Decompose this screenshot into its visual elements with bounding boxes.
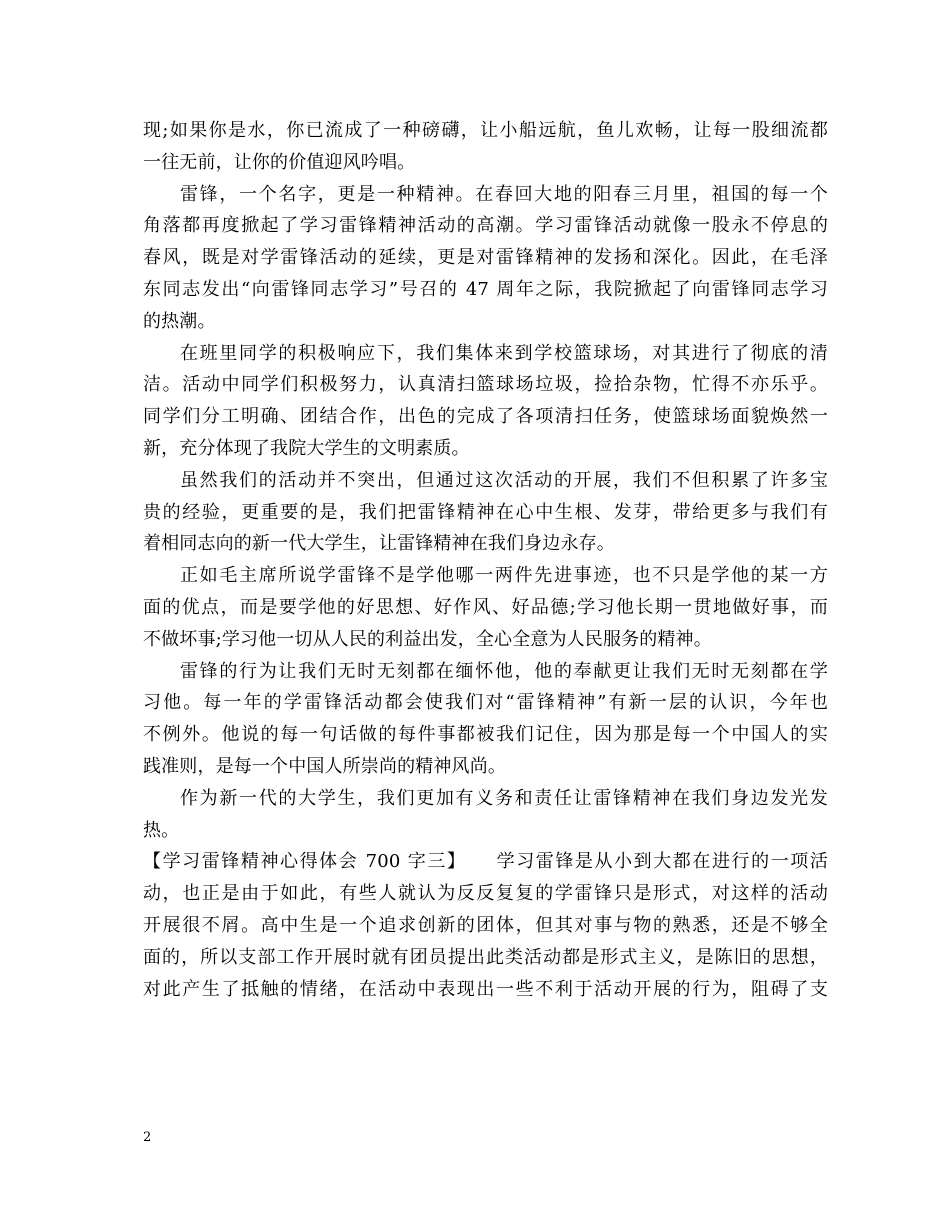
text-line: 开展很不屑。高中生是一个追求创新的团体，但其对事与物的熟悉，还是不够全 <box>143 914 828 936</box>
text-line: 东同志发出“向雷锋同志学习”号召的 47 周年之际，我院掀起了向雷锋同志学习 <box>143 278 828 300</box>
text-line: 雷锋，一个名字，更是一种精神。在春回大地的阳春三月里，祖国的每一个 <box>180 183 828 205</box>
text-line: 春风，既是对学雷锋活动的延续，更是对雷锋精神的发扬和深化。因此，在毛泽 <box>143 247 828 269</box>
body-text <box>143 115 828 1005</box>
text-line: 同学们分工明确、团结合作，出色的完成了各项清扫任务，使篮球场面貌焕然一 <box>143 406 828 428</box>
text-line: 不例外。他说的每一句话做的每件事都被我们记住，因为那是每一个中国人的实 <box>143 724 828 746</box>
text-line: 在班里同学的积极响应下，我们集体来到学校篮球场，对其进行了彻底的清 <box>180 342 828 364</box>
text-line: 习他。每一年的学雷锋活动都会使我们对“雷锋精神”有新一层的认识，今年也 <box>143 692 828 714</box>
text-line: 【学习雷锋精神心得体会 700 字三】 学习雷锋是从小到大都在进行的一项活 <box>143 851 828 873</box>
text-line: 贵的经验，更重要的是，我们把雷锋精神在心中生根、发芽，带给更多与我们有 <box>143 501 828 523</box>
text-line: 新，充分体现了我院大学生的文明素质。 <box>143 437 470 459</box>
text-line: 面的，所以支部工作开展时就有团员提出此类活动都是形式主义，是陈旧的思想， <box>143 946 828 968</box>
text-line: 一往无前，让你的价值迎风吟唱。 <box>143 151 416 173</box>
text-line: 面的优点，而是要学他的好思想、好作风、好品德;学习他长期一贯地做好事，而 <box>143 596 828 618</box>
text-line: 对此产生了抵触的情绪，在活动中表现出一些不利于活动开展的行为，阻碍了支 <box>143 978 828 1000</box>
text-line: 角落都再度掀起了学习雷锋精神活动的高潮。学习雷锋活动就像一股永不停息的 <box>143 215 828 237</box>
text-line: 践准则，是每一个中国人所崇尚的精神风尚。 <box>143 755 506 777</box>
text-line: 现;如果你是水，你已流成了一种磅礴，让小船远航，鱼儿欢畅，让每一股细流都 <box>143 120 828 141</box>
text-line: 虽然我们的活动并不突出，但通过这次活动的开展，我们不但积累了许多宝 <box>180 469 828 491</box>
page-number: 2 <box>143 1130 152 1145</box>
text-line: 动，也正是由于如此，有些人就认为反反复复的学雷锋只是形式，对这样的活动 <box>143 883 828 905</box>
text-line: 雷锋的行为让我们无时无刻都在缅怀他，他的奉献更让我们无时无刻都在学 <box>180 660 828 682</box>
text-line: 正如毛主席所说学雷锋不是学他哪一两件先进事迹，也不只是学他的某一方 <box>180 565 828 587</box>
text-line: 着相同志向的新一代大学生，让雷锋精神在我们身边永存。 <box>143 533 615 555</box>
text-line: 作为新一代的大学生，我们更加有义务和责任让雷锋精神在我们身边发光发 <box>180 787 828 809</box>
text-line: 洁。活动中同学们积极努力，认真清扫篮球场垃圾，捡拾杂物，忙得不亦乐乎。 <box>143 374 828 396</box>
text-line: 的热潮。 <box>143 310 216 332</box>
text-line: 热。 <box>143 819 180 841</box>
text-line: 不做坏事;学习他一切从人民的利益出发，全心全意为人民服务的精神。 <box>143 628 712 650</box>
